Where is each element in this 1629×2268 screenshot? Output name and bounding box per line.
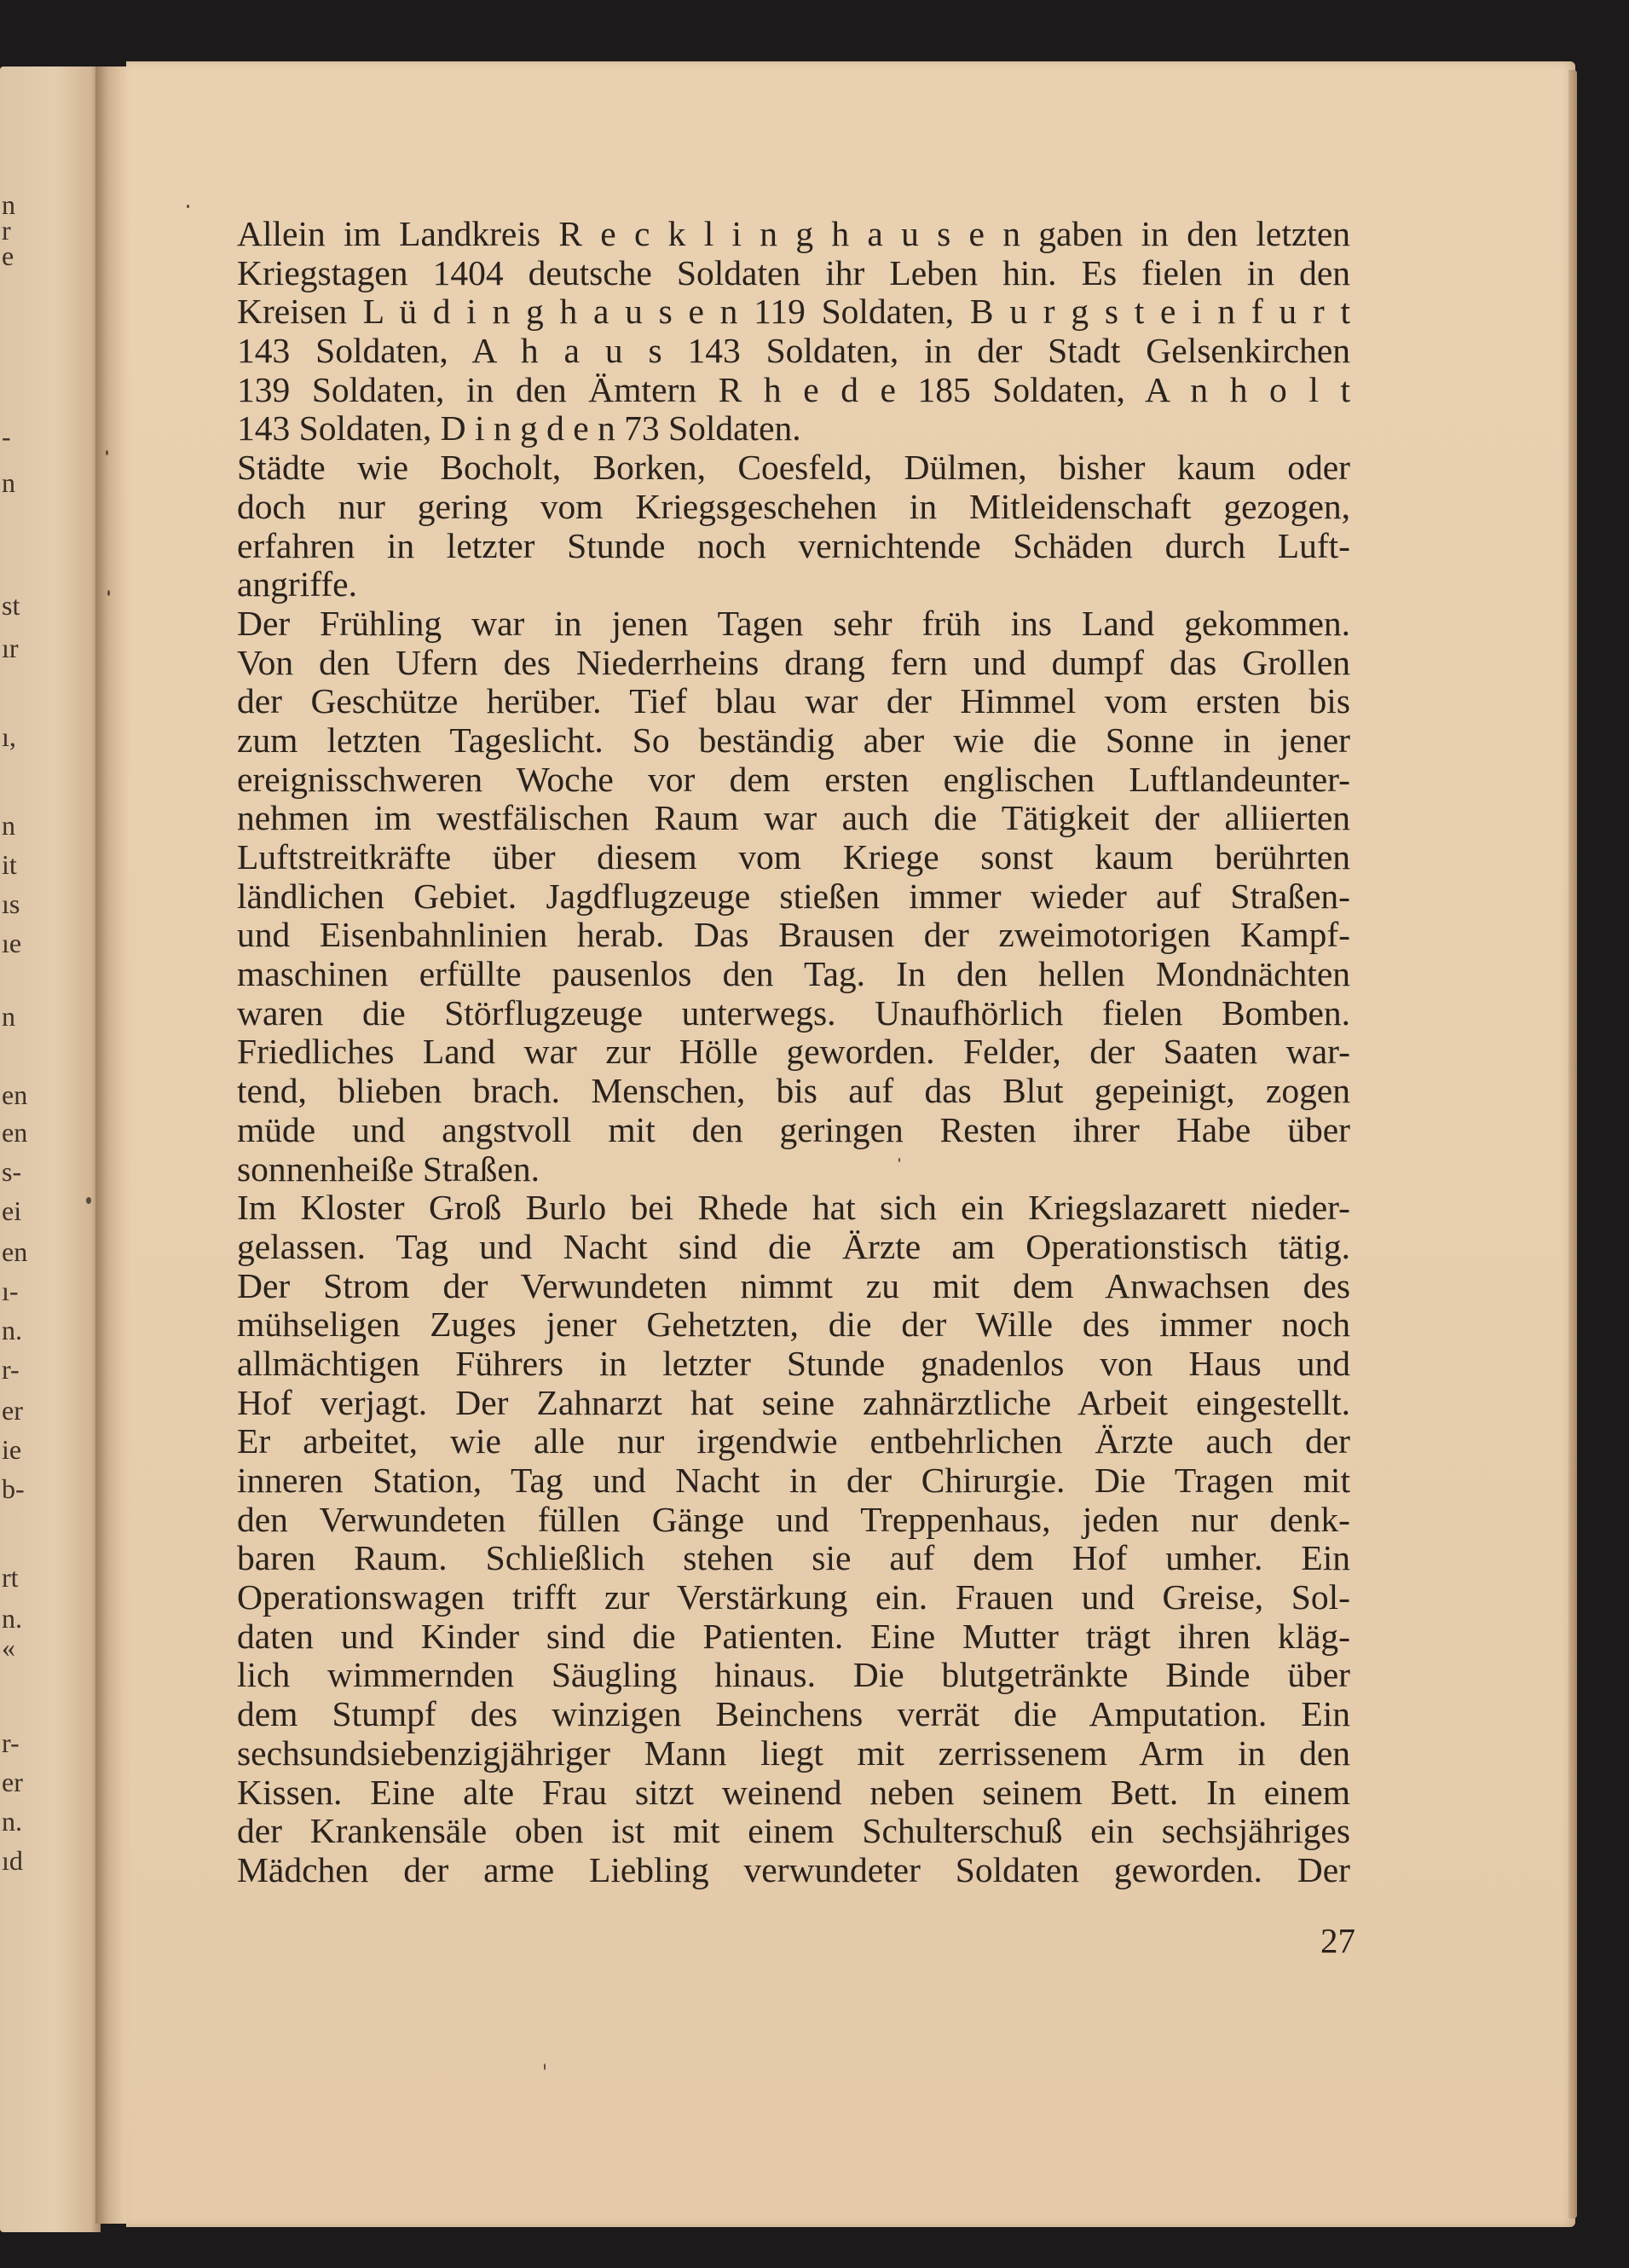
text-line: doch nur gering vom Kriegsgeschehen in Mitleidenschaft gezogen, (237, 486, 1350, 526)
text-line: Luftstreitkräfte über diesem vom Kriege sonst kaum berührten (237, 837, 1350, 877)
text-line: Allein im Landkreis R e c k l i n g h a u s e n gaben in den letzten (237, 214, 1350, 253)
left-fragment: r- (2, 1727, 20, 1758)
paper-speck (86, 1197, 91, 1204)
left-fragment: it (2, 849, 17, 880)
text-line: Kriegstagen 1404 deutsche Soldaten ihr Leben hin. Es fielen in den (237, 252, 1350, 292)
text-line: Mädchen der arme Liebling verwundeter Soldaten geworden. Der (237, 1849, 1350, 1889)
left-fragment: n. (2, 1315, 22, 1345)
left-fragment: n. (2, 1806, 22, 1837)
text-line: Der Strom der Verwundeten nimmt zu mit dem Anwachsen des (237, 1265, 1350, 1305)
text-line: 143 Soldaten, D i n g d e n 73 Soldaten. (237, 408, 801, 448)
text-line: maschinen erfüllte pausenlos den Tag. In den hellen Mondnächten (237, 954, 1350, 994)
left-fragment: n. (2, 1603, 22, 1634)
text-line: Hof verjagt. Der Zahnarzt hat seine zahnärztliche Arbeit eingestellt. (237, 1382, 1350, 1422)
text-line: der Krankensäle oben ist mit einem Schulterschuß ein sechsjähriges (237, 1811, 1350, 1851)
left-fragment: ıd (2, 1845, 23, 1876)
left-fragment: ı- (2, 1276, 19, 1306)
text-line: sonnenheiße Straßen. (237, 1148, 540, 1189)
left-fragment: n (2, 189, 15, 220)
left-fragment: - (2, 421, 11, 452)
text-line: gelassen. Tag und Nacht sind die Ärzte am Operationstisch tätig. (237, 1226, 1350, 1266)
text-line: Kreisen L ü d i n g h a u s e n 119 Soldaten, B u r g s t e i n f u r t (237, 292, 1350, 332)
left-fragment: n (2, 810, 15, 841)
text-line: 143 Soldaten, A h a u s 143 Soldaten, in der Stadt Gelsenkirchen (237, 331, 1350, 371)
left-fragment: e (2, 240, 14, 271)
left-fragment: ıs (2, 888, 20, 919)
left-fragment: er (2, 1395, 23, 1426)
left-fragment: n (2, 1001, 15, 1032)
text-line: tend, blieben brach. Menschen, bis auf das Blut gepeinigt, zogen (237, 1071, 1350, 1111)
left-fragment: r- (2, 1354, 20, 1385)
left-fragment: rt (2, 1562, 19, 1593)
text-line: baren Raum. Schließlich stehen sie auf dem Hof umher. Ein (237, 1538, 1350, 1578)
paper-speck (187, 205, 189, 208)
text-line: den Verwundeten füllen Gänge und Treppenhaus, jeden nur denk- (237, 1499, 1350, 1539)
text-line: mühseligen Zuges jener Gehetzten, die der Wille des immer noch (237, 1305, 1350, 1345)
text-line: inneren Station, Tag und Nacht in der Chirurgie. Die Tragen mit (237, 1461, 1350, 1500)
text-line: dem Stumpf des winzigen Beinchens verrät die Amputation. Ein (237, 1694, 1350, 1734)
left-fragment: en (2, 1079, 28, 1110)
paper-speck (106, 450, 108, 455)
page-number: 27 (1320, 1921, 1355, 1960)
paper-speck (107, 590, 110, 596)
left-page-edge (0, 67, 101, 2232)
left-fragment: er (2, 1767, 23, 1797)
page-edge-shadow (1568, 70, 1577, 2219)
text-line: nehmen im westfälischen Raum war auch die Tätigkeit der alliierten (237, 798, 1350, 838)
left-fragment: ı, (2, 721, 16, 752)
text-line: Im Kloster Groß Burlo bei Rhede hat sich ein Kriegslazarett nieder- (237, 1188, 1350, 1228)
left-fragment: ır (2, 633, 19, 663)
text-line: allmächtigen Führers in letzter Stunde gnadenlos von Haus und (237, 1343, 1350, 1383)
text-line: Städte wie Bocholt, Borken, Coesfeld, Dülmen, bisher kaum oder (237, 448, 1350, 488)
paper-speck (544, 2063, 546, 2070)
left-fragment: s- (2, 1156, 22, 1187)
text-line: ereignisschweren Woche vor dem ersten englischen Luftlandeunter- (237, 759, 1350, 799)
left-fragment: ie (2, 1434, 22, 1465)
text-line: daten und Kinder sind die Patienten. Eine Mutter trägt ihren kläg- (237, 1616, 1350, 1656)
left-fragment: st (2, 590, 20, 621)
text-line: der Geschütze herüber. Tief blau war der Himmel vom ersten bis (237, 681, 1350, 721)
page-body-text (237, 215, 1350, 1890)
text-line: waren die Störflugzeuge unterwegs. Unaufhörlich fielen Bomben. (237, 992, 1350, 1033)
left-fragment: n (2, 467, 15, 498)
text-line: Operationswagen trifft zur Verstärkung ein. Frauen und Greise, Sol- (237, 1577, 1350, 1617)
text-line: Der Frühling war in jenen Tagen sehr früh ins Land gekommen. (237, 603, 1350, 643)
text-line: Er arbeitet, wie alle nur irgendwie entbehrlichen Ärzte auch der (237, 1421, 1350, 1461)
text-line: und Eisenbahnlinien herab. Das Brausen der zweimotorigen Kampf- (237, 915, 1350, 955)
left-fragment: ei (2, 1195, 22, 1226)
left-fragment: en (2, 1117, 28, 1148)
left-fragment: « (2, 1632, 15, 1663)
text-line: zum letzten Tageslicht. So beständig aber wie die Sonne in jener (237, 720, 1350, 760)
text-line: Von den Ufern des Niederrheins drang fern und dumpf das Grollen (237, 642, 1350, 682)
left-page-fragments (0, 67, 34, 2232)
text-line: lich wimmernden Säugling hinaus. Die blutgetränkte Binde über (237, 1655, 1350, 1695)
left-fragment: ıe (2, 928, 22, 958)
text-line: erfahren in letzter Stunde noch vernichtende Schäden durch Luft- (237, 525, 1350, 565)
text-line: 139 Soldaten, in den Ämtern R h e d e 185 Soldaten, A n h o l t (237, 369, 1350, 409)
text-line: ländlichen Gebiet. Jagdflugzeuge stießen immer wieder auf Straßen- (237, 876, 1350, 916)
text-line: müde und angstvoll mit den geringen Resten ihrer Habe über (237, 1109, 1350, 1149)
text-line: Friedliches Land war zur Hölle geworden. Felder, der Saaten war- (237, 1032, 1350, 1072)
text-line: angriffe. (237, 564, 357, 605)
left-fragment: b- (2, 1473, 25, 1504)
text-line: sechsundsiebenzigjähriger Mann liegt mit zerrissenem Arm in den (237, 1733, 1350, 1773)
left-fragment: r (2, 215, 11, 246)
text-line: Kissen. Eine alte Frau sitzt weinend neben seinem Bett. In einem (237, 1772, 1350, 1812)
left-fragment: en (2, 1236, 28, 1267)
